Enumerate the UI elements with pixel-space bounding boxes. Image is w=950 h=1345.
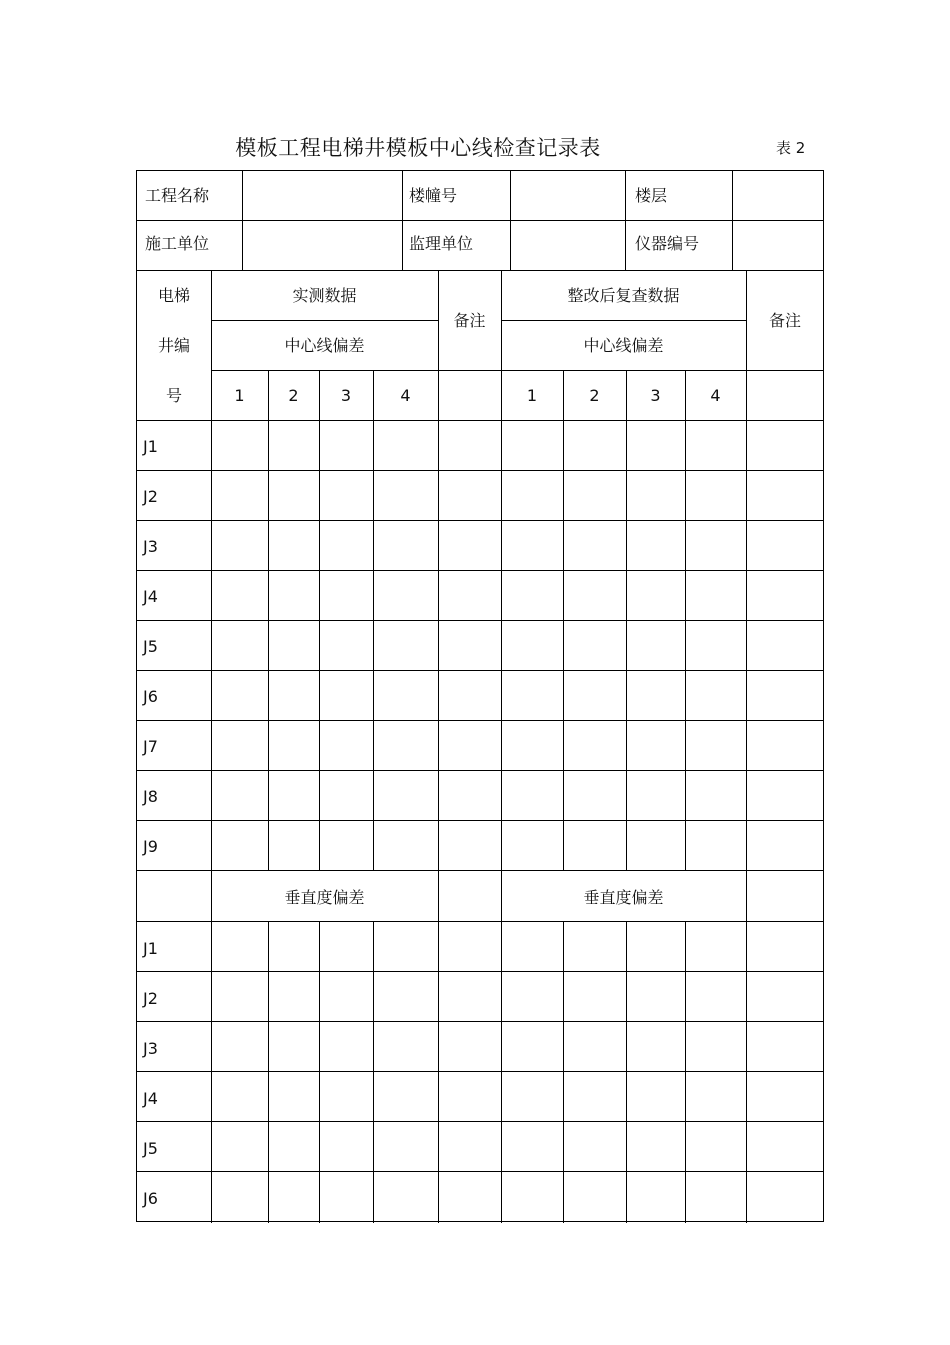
grid-line-vertical [319, 921, 320, 1223]
grid-line-vertical [319, 370, 320, 871]
grid-line-horizontal [137, 921, 823, 922]
supervisor-label: 监理单位 [409, 234, 474, 253]
instrument-no-label: 仪器编号 [635, 234, 700, 253]
center-row-j5: J5 [143, 637, 158, 656]
grid-line-vertical [732, 171, 733, 270]
grid-line-vertical [373, 370, 374, 871]
vertical-deviation-header: 垂直度偏差 [284, 888, 365, 907]
inspection-table [136, 170, 824, 1222]
grid-line-horizontal [137, 971, 823, 972]
grid-line-vertical [242, 171, 243, 270]
grid-line-vertical [211, 270, 212, 1223]
grid-line-horizontal [137, 1171, 823, 1172]
vertical-row-j6: J6 [143, 1189, 158, 1208]
grid-line-horizontal [137, 570, 823, 571]
grid-line-vertical [563, 921, 564, 1223]
vertical-row-j4: J4 [143, 1089, 158, 1108]
col-1-header: 1 [234, 386, 245, 405]
center-row-j3: J3 [143, 537, 158, 556]
instrument-no-field[interactable] [732, 221, 824, 270]
project-name-label: 工程名称 [145, 186, 210, 205]
recheck-col-1-header: 1 [526, 386, 538, 405]
grid-line-horizontal [137, 870, 823, 871]
grid-line-horizontal [137, 520, 823, 521]
grid-line-horizontal [211, 320, 438, 321]
grid-line-vertical [402, 171, 403, 270]
center-row-j8: J8 [143, 787, 158, 806]
building-no-label: 楼幢号 [409, 186, 458, 205]
center-row-j2: J2 [143, 487, 158, 506]
grid-line-horizontal [137, 1021, 823, 1022]
floor-field[interactable] [732, 171, 824, 220]
contractor-label: 施工单位 [145, 234, 210, 253]
grid-line-vertical [373, 921, 374, 1223]
grid-line-vertical [268, 370, 269, 871]
grid-line-horizontal [211, 370, 823, 371]
grid-line-horizontal [137, 820, 823, 821]
recheck-vertical-deviation-header: 垂直度偏差 [583, 888, 664, 907]
form-title: 模板工程电梯井模板中心线检查记录表 [235, 136, 601, 160]
supervisor-field[interactable] [510, 221, 625, 270]
recheck-remark-header: 备注 [768, 311, 801, 330]
recheck-col-4-header: 4 [710, 386, 721, 405]
vertical-row-j1: J1 [143, 939, 158, 958]
remark-header: 备注 [453, 311, 486, 330]
grid-line-vertical [746, 270, 747, 1223]
table-number: 表 2 [776, 139, 806, 157]
grid-line-horizontal [137, 1121, 823, 1122]
contractor-field[interactable] [242, 221, 402, 270]
center-row-j7: J7 [143, 737, 158, 756]
center-deviation-header: 中心线偏差 [284, 336, 365, 355]
col-4-header: 4 [400, 386, 411, 405]
vertical-row-j5: J5 [143, 1139, 158, 1158]
center-row-j1: J1 [143, 437, 158, 456]
grid-line-horizontal [137, 670, 823, 671]
shaft-no-header-2: 井编 [157, 336, 190, 355]
recheck-col-3-header: 3 [650, 386, 661, 405]
grid-line-vertical [626, 370, 627, 871]
grid-line-horizontal [137, 420, 823, 421]
building-no-field[interactable] [510, 171, 625, 220]
grid-line-horizontal [501, 320, 746, 321]
grid-line-vertical [685, 370, 686, 871]
grid-line-horizontal [137, 720, 823, 721]
grid-line-vertical [625, 171, 626, 270]
measured-data-header: 实测数据 [292, 286, 357, 305]
grid-line-vertical [501, 270, 502, 1223]
col-2-header: 2 [288, 386, 299, 405]
grid-line-horizontal [137, 220, 823, 221]
center-row-j9: J9 [143, 837, 158, 856]
vertical-row-j2: J2 [143, 989, 158, 1008]
grid-line-vertical [438, 270, 439, 1223]
grid-line-vertical [626, 921, 627, 1223]
col-3-header: 3 [340, 386, 352, 405]
recheck-data-header: 整改后复查数据 [567, 286, 680, 305]
project-name-field[interactable] [242, 171, 402, 220]
grid-line-horizontal [137, 620, 823, 621]
recheck-col-2-header: 2 [589, 386, 600, 405]
grid-line-horizontal [137, 270, 823, 271]
grid-line-vertical [563, 370, 564, 871]
grid-line-vertical [685, 921, 686, 1223]
shaft-no-header-1: 电梯 [157, 286, 190, 305]
floor-label: 楼层 [635, 186, 668, 205]
center-row-j6: J6 [143, 687, 158, 706]
center-row-j4: J4 [143, 587, 158, 606]
shaft-no-header-3: 号 [165, 386, 182, 405]
vertical-row-j3: J3 [143, 1039, 158, 1058]
grid-line-horizontal [137, 1071, 823, 1072]
recheck-center-deviation-header: 中心线偏差 [583, 336, 664, 355]
grid-line-horizontal [137, 470, 823, 471]
grid-line-vertical [268, 921, 269, 1223]
grid-line-vertical [510, 171, 511, 270]
grid-line-horizontal [137, 770, 823, 771]
